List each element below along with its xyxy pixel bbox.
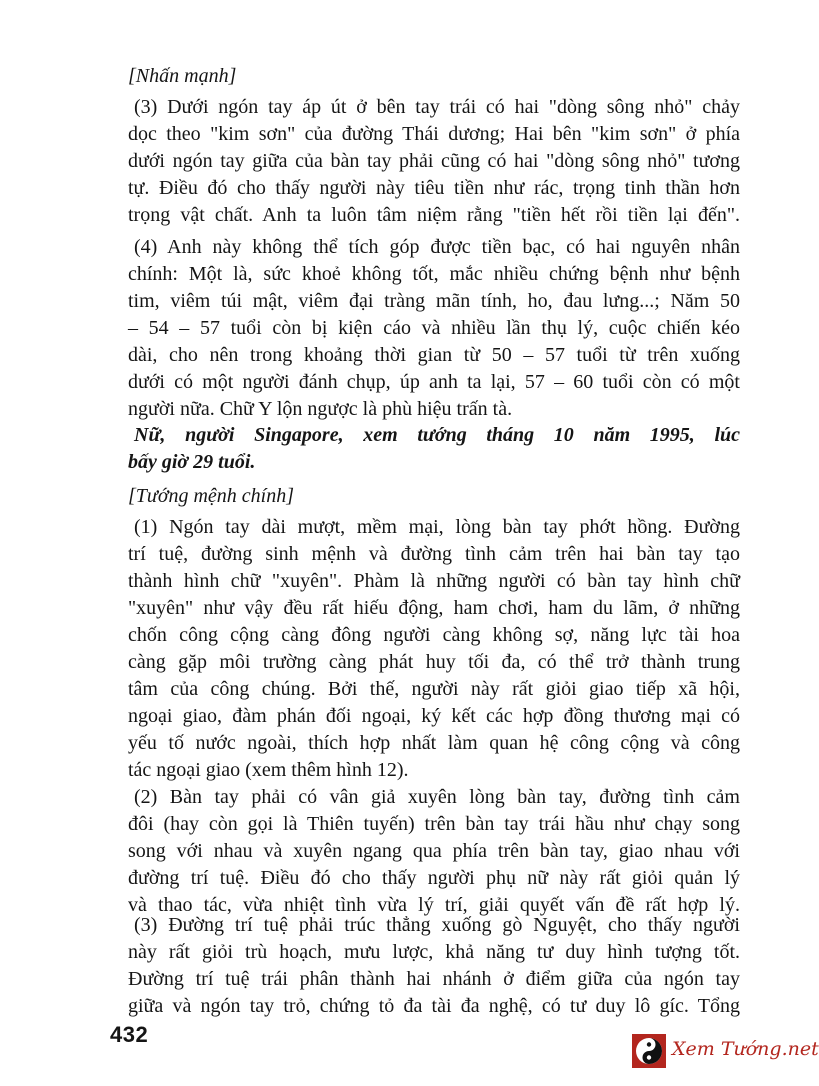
text-line: dưới ngón tay giữa của bàn tay phải cũng có hai "dòng sông nhỏ" tương [128, 150, 740, 172]
text-line: tự. Điều đó cho thấy người này tiêu tiền như rác, trọng tinh thần hơn [128, 177, 740, 199]
text-line: – 54 – 57 tuổi còn bị kiện cáo và nhiều lần thụ lý, cuộc chiến kéo [128, 317, 740, 339]
text-line: ngoại giao, đàm phán đối ngoại, ký kết các hợp đồng thương mại có [128, 705, 740, 727]
text-line: chốn công cộng càng đông người càng không sợ, năng lực tài hoa [128, 624, 740, 646]
text-line: trí tuệ, đường sinh mệnh và đường tình cảm trên hai bàn tay tạo [128, 543, 740, 565]
text-line: (2) Bàn tay phải có vân giả xuyên lòng bàn tay, đường tình cảm [134, 786, 740, 808]
page-number: 432 [110, 1022, 149, 1047]
section-heading-emphasis: [Nhấn mạnh] [128, 65, 237, 87]
text-line: và thao tác, vừa nhiệt tình vừa lý trí, giải quyết vấn đề rất hợp lý. [128, 894, 740, 916]
text-line: (3) Dưới ngón tay áp út ở bên tay trái có hai "dòng sông nhỏ" chảy [134, 96, 740, 118]
text-line: càng gặp môi trường càng phát huy tối đa, có thể trở thành trung [128, 651, 740, 673]
text-line: dài, cho nên trong khoảng thời gian từ 50 – 57 tuổi từ trên xuống [128, 344, 740, 366]
case-title-line: bấy giờ 29 tuổi. [128, 451, 256, 473]
text-line: Đường trí tuệ trái phân thành hai nhánh ở điểm giữa của ngón tay [128, 968, 740, 990]
watermark-text: Xem Tướng.net [672, 1038, 819, 1060]
text-line: (1) Ngón tay dài mượt, mềm mại, lòng bàn tay phớt hồng. Đường [134, 516, 740, 538]
text-line: đường trí tuệ. Điều đó cho thấy người phụ nữ này rất giỏi quản lý [128, 867, 740, 889]
text-line: người nữa. Chữ Y lộn ngược là phù hiệu trấn tà. [128, 398, 513, 420]
text-line: đôi (hay còn gọi là Thiên tuyến) trên bàn tay trái hầu như chạy song [128, 813, 740, 835]
text-line: song với nhau và xuyên ngang qua phía trên bàn tay, giao nhau với [128, 840, 740, 862]
text-line: tác ngoại giao (xem thêm hình 12). [128, 759, 409, 781]
text-line: dọc theo "kim sơn" của đường Thái dương; Hai bên "kim sơn" ở phía [128, 123, 740, 145]
watermark [632, 1032, 819, 1070]
text-line: dưới có một người đánh chụp, úp anh ta lại, 57 – 60 tuổi còn có một [128, 371, 740, 393]
text-line: tâm của công chúng. Bởi thế, người này rất giỏi giao tiếp xã hội, [128, 678, 740, 700]
yin-yang-icon [632, 1034, 666, 1068]
section-heading-main-fortune: [Tướng mệnh chính] [128, 485, 295, 507]
case-title-line: Nữ, người Singapore, xem tướng tháng 10 năm 1995, lúc [134, 424, 740, 446]
text-line: trọng vật chất. Anh ta luôn tâm niệm rằng "tiền hết rồi tiền lại đến". [128, 204, 740, 226]
text-line: chính: Một là, sức khoẻ không tốt, mắc nhiều chứng bệnh như bệnh [128, 263, 740, 285]
text-line: tim, viêm túi mật, viêm đại tràng mãn tính, ho, đau lưng...; Năm 50 [128, 290, 740, 312]
text-line: yếu tố nước ngoài, thích hợp nhất làm quan hệ công cộng và công [128, 732, 740, 754]
text-line: này rất giỏi trù hoạch, mưu lược, khả năng tư duy hình tượng tốt. [128, 941, 740, 963]
text-line: (3) Đường trí tuệ phải trúc thẳng xuống gò Nguyệt, cho thấy người [134, 914, 740, 936]
text-line: giữa và ngón tay trỏ, chứng tỏ đa tài đa nghệ, có tư duy lô gíc. Tổng [128, 995, 740, 1017]
text-line: "xuyên" như vậy đều rất hiếu động, ham chơi, ham du lãm, ở những [128, 597, 740, 619]
text-line: thành hình chữ "xuyên". Phàm là những người có bàn tay hình chữ [128, 570, 740, 592]
text-line: (4) Anh này không thể tích góp được tiền bạc, có hai nguyên nhân [134, 236, 740, 258]
